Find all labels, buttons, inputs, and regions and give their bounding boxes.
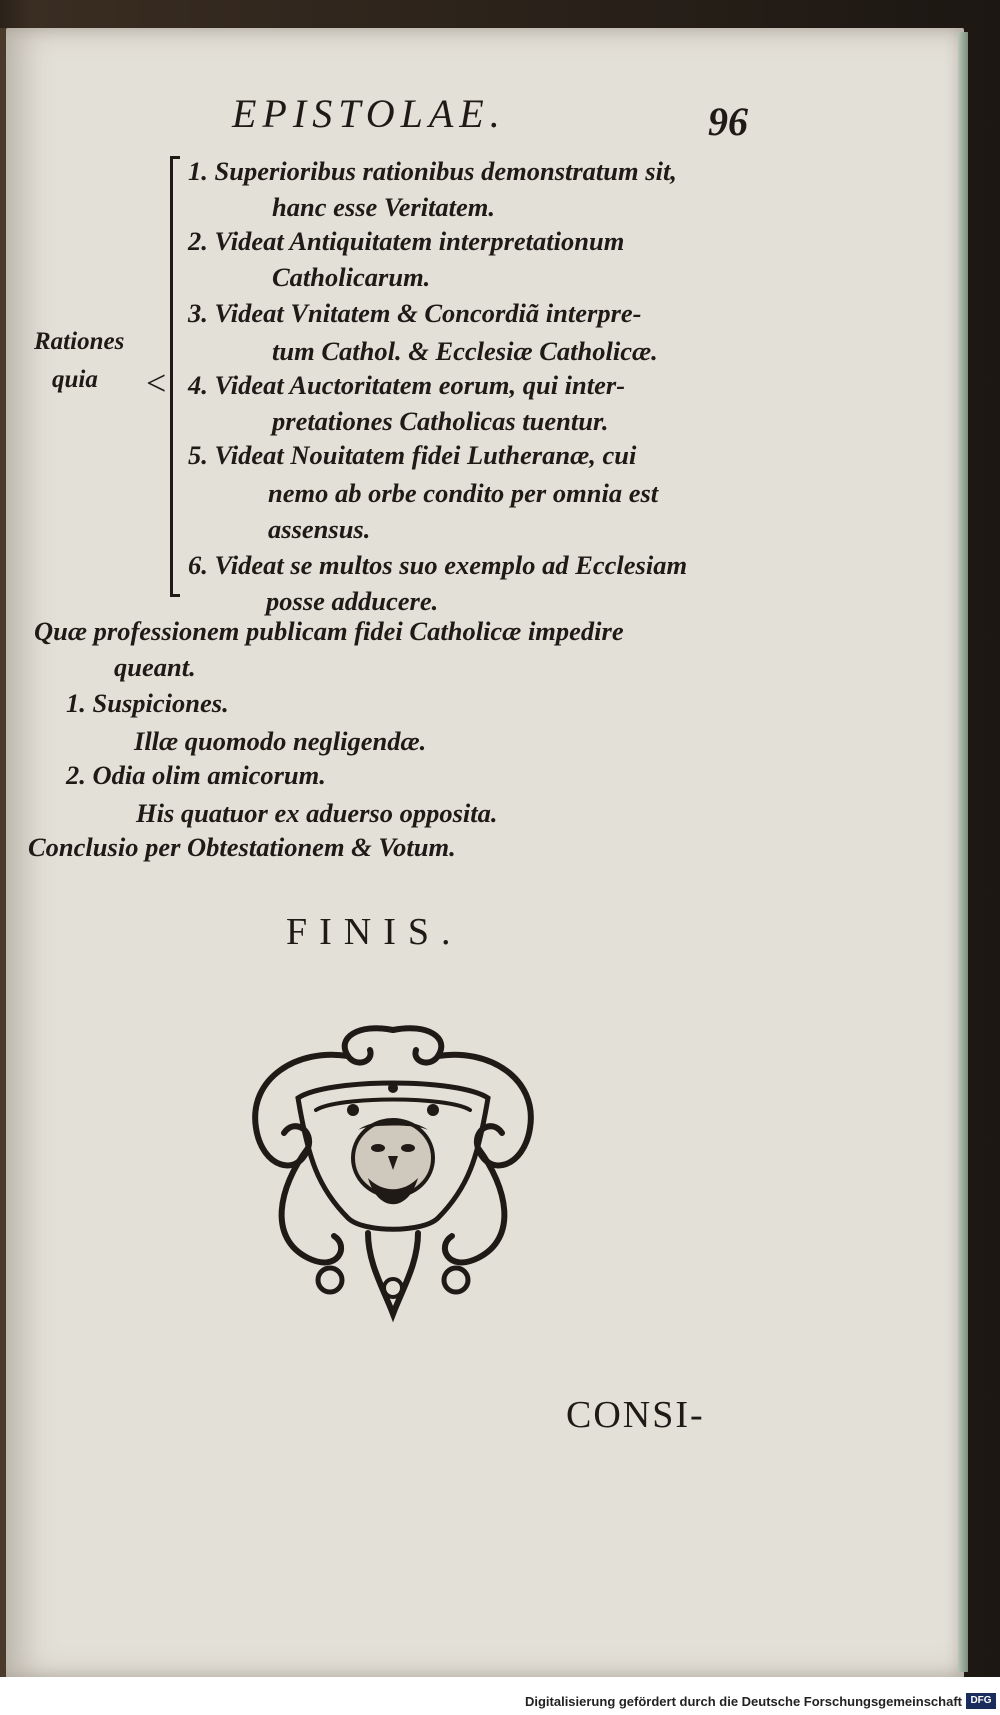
reason-6-line-2: posse adducere. — [266, 586, 439, 616]
dfg-logo-icon: DFG — [966, 1693, 996, 1709]
reason-1-line-1: 1. Superioribus rationibus demonstratum sit, — [188, 156, 677, 186]
book-edge-right — [958, 32, 968, 1672]
impediments-intro-line-2: queant. — [114, 652, 196, 682]
reason-6-line-1: 6. Videat se multos suo exemplo ad Ecclesiam — [188, 550, 688, 580]
impediment-1: 1. Suspiciones. — [66, 688, 229, 718]
reason-1-line-2: hanc esse Veritatem. — [272, 192, 496, 222]
footer-bar — [0, 1677, 1000, 1715]
impediments-intro-line-1: Quæ professionem publicam fidei Catholicæ impedire — [34, 616, 624, 646]
page-number: 96 — [708, 99, 748, 144]
brace-point: < — [146, 363, 167, 403]
reason-4-line-1: 4. Videat Auctoritatem eorum, qui inter- — [188, 370, 626, 400]
side-note-quia: quia — [52, 366, 98, 393]
reason-3-line-2: tum Cathol. & Ecclesiæ Catholicæ. — [272, 336, 658, 366]
reason-2-line-1: 2. Videat Antiquitatem interpretationum — [188, 226, 625, 256]
impediment-2-note: His quatuor ex aduerso opposita. — [136, 798, 498, 828]
grotesque-mask-ornament-icon — [238, 1018, 548, 1328]
side-note-rationes: Rationes — [34, 328, 125, 355]
impediment-2: 2. Odia olim amicorum. — [66, 760, 326, 790]
brace-vertical — [170, 156, 173, 596]
running-header: EPISTOLAE. — [232, 91, 506, 136]
reason-5-line-1: 5. Videat Nouitatem fidei Lutheranæ, cui — [188, 440, 637, 470]
reason-4-line-2: pretationes Catholicas tuentur. — [272, 406, 609, 436]
catchword: CONSI- — [566, 1394, 705, 1436]
reason-3-line-1: 3. Videat Vnitatem & Concordiã interpre- — [188, 298, 642, 328]
reason-5-line-3: assensus. — [268, 514, 371, 544]
brace-bottom-hook — [170, 594, 180, 597]
footer-credit: Digitalisierung gefördert durch die Deutsche Forschungsgemeinschaft — [524, 1694, 962, 1709]
impediment-1-note: Illæ quomodo negligendæ. — [134, 726, 427, 756]
conclusion-line: Conclusio per Obtestationem & Votum. — [28, 832, 456, 862]
finis-heading: FINIS. — [286, 911, 463, 953]
reason-2-line-2: Catholicarum. — [272, 262, 431, 292]
brace-top-hook — [170, 156, 180, 159]
reason-5-line-2: nemo ab orbe condito per omnia est — [268, 478, 659, 508]
